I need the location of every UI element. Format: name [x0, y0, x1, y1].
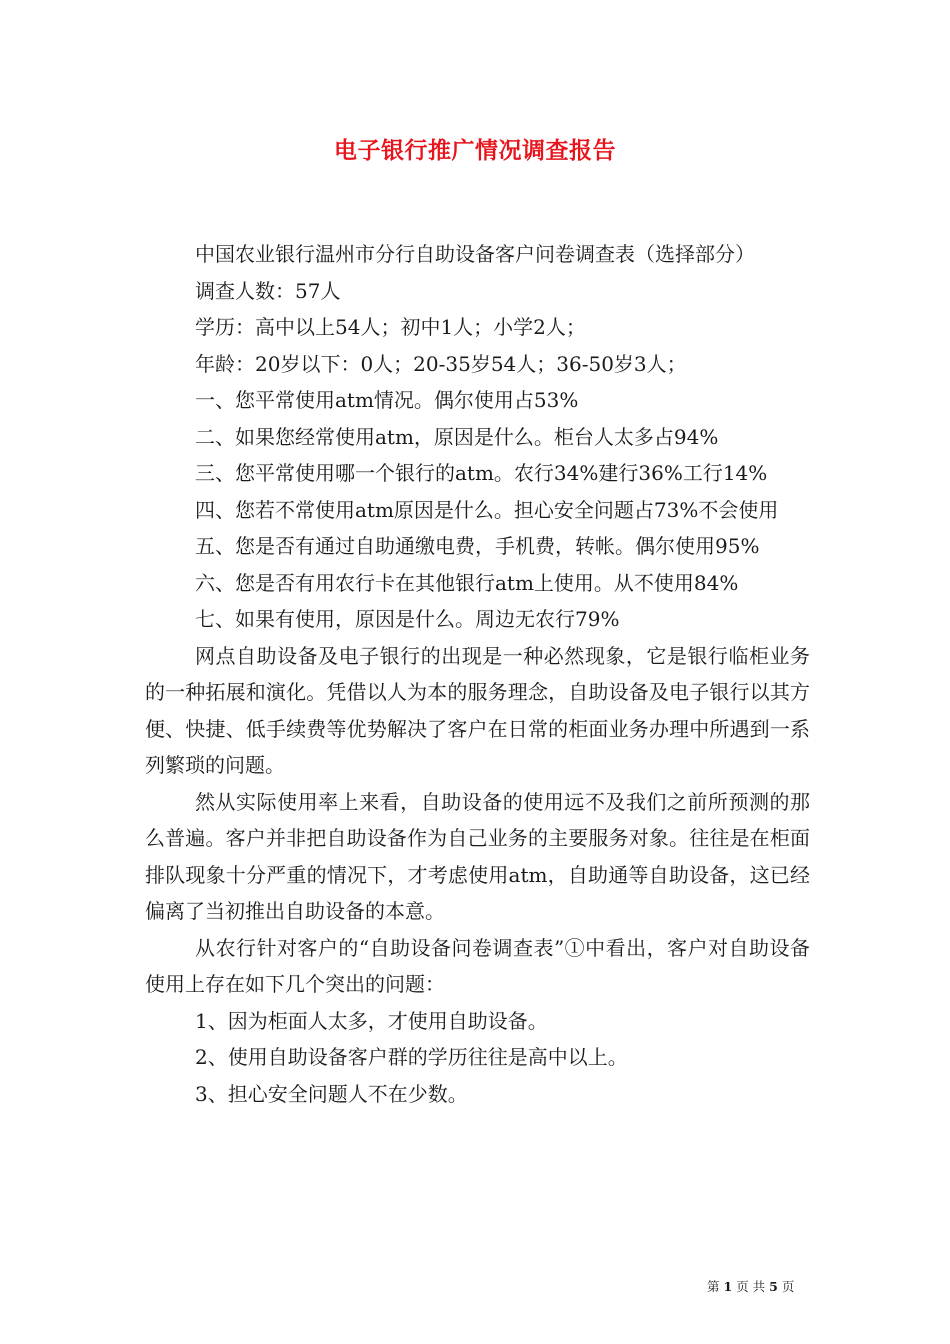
paragraph-question-6: 六、您是否有用农行卡在其他银行atm上使用。从不使用84%: [195, 570, 739, 595]
document-title: 电子银行推广情况调查报告: [334, 137, 616, 164]
paragraph-issue-3: 3、担心安全问题人不在少数。: [195, 1081, 468, 1106]
paragraph-education: 学历：高中以上54人；初中1人；小学2人；: [195, 315, 586, 339]
paragraph-issue-1: 1、因为柜面人太多，才使用自助设备。: [195, 1008, 548, 1033]
paragraph-question-3: 三、您平常使用哪一个银行的atm。农行34%建行36%工行14%: [195, 461, 768, 485]
paragraph-issue-2: 2、使用自助设备客户群的学历往往是高中以上。: [195, 1045, 628, 1069]
page-footer: [707, 1277, 794, 1295]
paragraph-survey-heading: 中国农业银行温州市分行自助设备客户问卷调查表（选择部分）: [195, 242, 755, 266]
paragraph-age: 年龄：20岁以下：0人；20-35岁54人；36-50岁3人；: [195, 351, 687, 376]
footer-prefix: 第: [707, 1279, 720, 1294]
paragraph-question-2: 二、如果您经常使用atm，原因是什么。柜台人太多占94%: [195, 424, 719, 449]
paragraph-question-1: 一、您平常使用atm情况。偶尔使用占53%: [195, 388, 579, 412]
footer-middle: 页 共: [736, 1279, 766, 1294]
paragraph-analysis-1: 网点自助设备及电子银行的出现是一种必然现象，它是银行临柜业务的一种拓展和演化。凭借以人为本的服务理念，自助设备及电子银行以其方便、快捷、低手续费等优势解决了客户在日常的柜面业务办理中所遇到一系列繁琐的问题。: [145, 643, 810, 777]
footer-total-pages: 5: [769, 1279, 778, 1294]
footer-current-page: 1: [723, 1279, 733, 1294]
paragraph-analysis-3: 从农行针对客户的“自助设备问卷调查表”①中看出，客户对自助设备使用上存在如下几个突出的问题：: [145, 935, 810, 996]
paragraph-question-4: 四、您若不常使用atm原因是什么。担心安全问题占73%不会使用: [195, 497, 779, 522]
document-body: [145, 236, 810, 1112]
paragraph-question-7: 七、如果有使用，原因是什么。周边无农行79%: [195, 607, 620, 631]
paragraph-analysis-2: 然从实际使用率上来看，自助设备的使用远不及我们之前所预测的那么普遍。客户并非把自助设备作为自己业务的主要服务对象。往往是在柜面排队现象十分严重的情况下，才考虑使用atm，自助通等自助设备，这已经偏离了当初推出自助设备的本意。: [145, 789, 810, 923]
footer-suffix: 页: [781, 1279, 795, 1294]
paragraph-question-5: 五、您是否有通过自助通缴电费，手机费，转帐。偶尔使用95%: [195, 534, 760, 558]
paragraph-survey-count: 调查人数：57人: [195, 278, 341, 303]
